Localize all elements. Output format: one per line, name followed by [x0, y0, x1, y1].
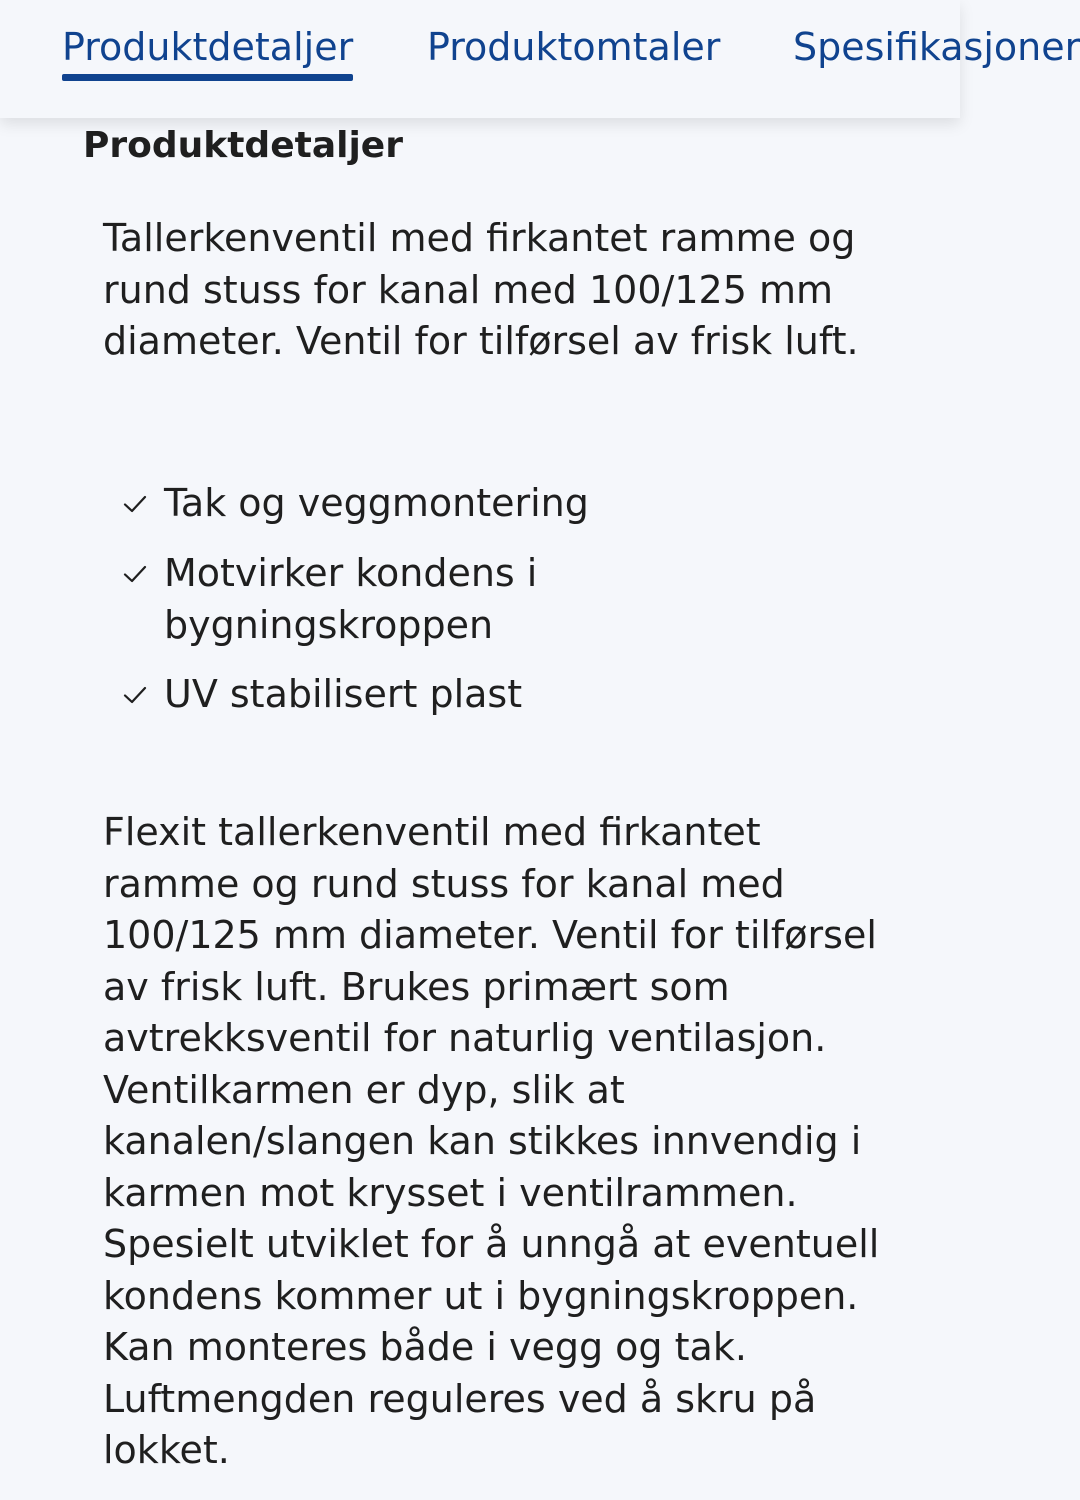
product-intro: Tallerkenventil med firkantet ramme og rund stuss for kanal med 100/125 mm diameter. Ventil for tilførsel av frisk luft.	[103, 216, 859, 363]
feature-text: Motvirker kondens i bygningskroppen	[164, 551, 538, 647]
checkmark-icon	[122, 478, 152, 530]
feature-item	[122, 548, 842, 651]
section-title: Produktdetaljer	[83, 125, 403, 166]
tab-bar	[0, 0, 1080, 118]
feature-item	[122, 478, 842, 530]
checkmark-icon	[122, 669, 152, 721]
tab-produktomtaler[interactable]: Produktomtaler	[427, 25, 721, 69]
feature-text: Tak og veggmontering	[164, 481, 589, 525]
checkmark-icon	[122, 548, 152, 600]
product-details-section	[0, 118, 960, 1500]
feature-text: UV stabilisert plast	[164, 672, 523, 716]
tab-produktdetaljer[interactable]: Produktdetaljer	[62, 22, 353, 72]
feature-list	[122, 478, 842, 739]
feature-item	[122, 669, 842, 721]
product-description: Flexit tallerkenventil med firkantet ramme og rund stuss for kanal med 100/125 mm diameter. Ventil for tilførsel av frisk luft. Brukes primært som avtrekksventil for naturlig ventilasjon. Ventilkarmen er dyp, slik at kanalen/slangen kan stikkes innvendig i karmen mot krysset i ventilrammen. Spesielt utviklet for å unngå at eventuell kondens kommer ut i bygningskroppen. Kan monteres både i vegg og tak. Luftmengden reguleres ved å skru på lokket.	[103, 810, 880, 1472]
tab-spesifikasjoner[interactable]: Spesifikasjoner	[793, 25, 1080, 69]
